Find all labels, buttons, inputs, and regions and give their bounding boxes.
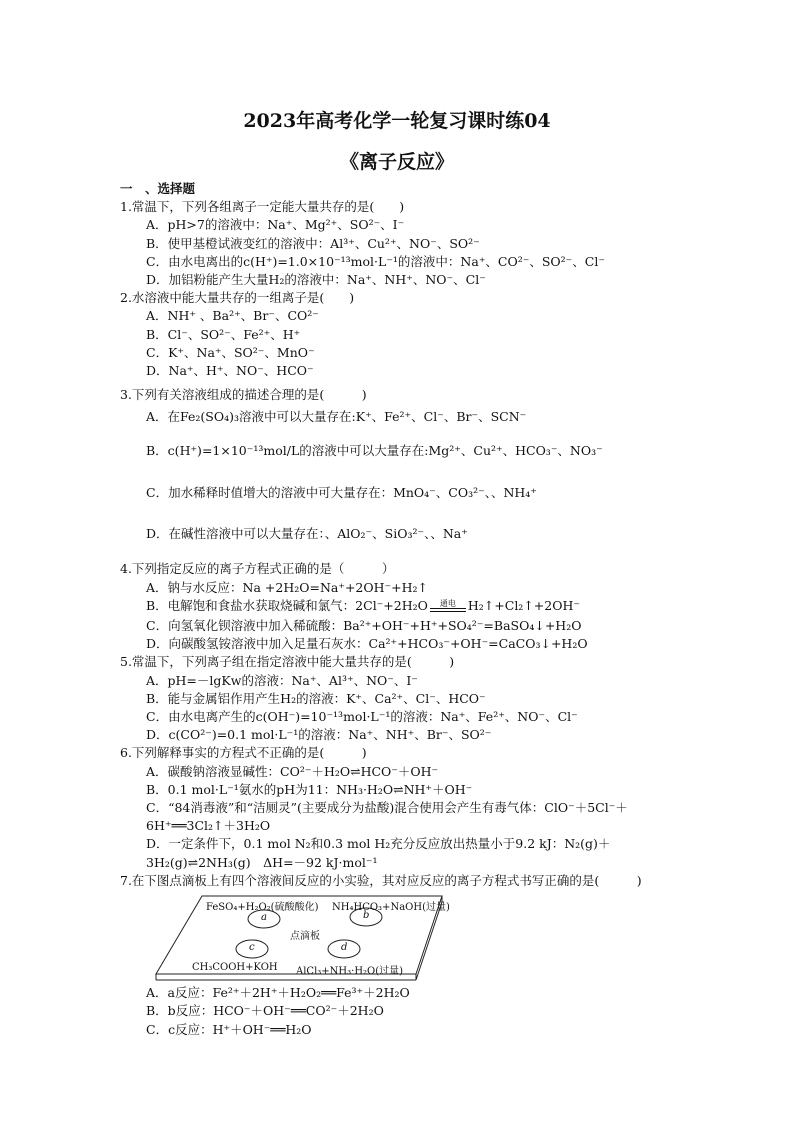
question-3-option-b: B．c(H⁺)=1×10⁻¹³mol/L的溶液中可以大量存在:Mg²⁺、Cu²⁺、HCO₃⁻、NO₃⁻ bbox=[146, 443, 603, 459]
question-1-option-a: A．pH>7的溶液中：Na⁺、Mg²⁺、SO²⁻、I⁻ bbox=[146, 217, 405, 233]
question-2-option-c: C．K⁺、Na⁺、SO²⁻、MnO⁻ bbox=[146, 344, 315, 360]
spot-plate-figure bbox=[154, 892, 450, 982]
well-a-letter: a bbox=[261, 912, 267, 924]
question-4-stem: 4.下列指定反应的离子方程式正确的是（ ） bbox=[120, 561, 395, 577]
question-5-option-a: A．pH=－lgKw的溶液：Na⁺、Al³⁺、NO⁻、I⁻ bbox=[146, 672, 418, 688]
document-body bbox=[120, 180, 710, 1039]
well-d-reagents: AlCl₃+NH₃·H₂O(过量) bbox=[296, 966, 404, 978]
question-6-option-b: B．0.1 mol·L⁻¹氨水的pH为11：NH₃·H₂O⇌NH⁺＋OH⁻ bbox=[146, 781, 473, 797]
question-6-option-c-continued: 6H⁺══3Cl₂↑＋3H₂O bbox=[146, 818, 271, 834]
well-d-letter: d bbox=[341, 942, 348, 954]
question-2-option-d: D．Na⁺、H⁺、NO⁻、HCO⁻ bbox=[146, 363, 314, 379]
question-1-option-c: C．由水电离出的c(H⁺)=1.0×10⁻¹³mol·L⁻¹的溶液中：Na⁺、CO²⁻、SO²⁻、Cl⁻ bbox=[146, 253, 605, 269]
document-subtitle: 《离子反应》 bbox=[339, 151, 454, 173]
question-4-option-b-text: B．电解饱和食盐水获取烧碱和氯气：2Cl⁻+2H₂O bbox=[146, 597, 428, 613]
question-5-stem: 5.常温下，下列离子组在指定溶液中能大量共存的是( ) bbox=[120, 654, 455, 670]
question-1-option-d: D．加铝粉能产生大量H₂的溶液中：Na⁺、NH⁺、NO⁻、Cl⁻ bbox=[146, 272, 486, 288]
question-7-stem: 7.在下图点滴板上有四个溶液间反应的小实验，其对应反应的离子方程式书写正确的是( ) bbox=[120, 872, 642, 888]
well-b-letter: b bbox=[363, 910, 370, 922]
electrolysis-condition bbox=[428, 597, 468, 617]
question-1-option-b: B．使甲基橙试液变红的溶液中：Al³⁺、Cu²⁺、NO⁻、SO²⁻ bbox=[146, 235, 480, 251]
question-2-option-b: B．Cl⁻、SO²⁻、Fe²⁺、H⁺ bbox=[146, 326, 301, 342]
question-4-option-b bbox=[120, 597, 710, 617]
question-6-option-c: C．“84消毒液”和“洁厕灵”(主要成分为盐酸)混合使用会产生有毒气体：ClO⁻＋5Cl⁻＋ bbox=[146, 800, 628, 816]
well-a-reagents: FeSO₄+H₂O₂(硫酸酸化) bbox=[206, 902, 319, 914]
question-3-option-c: C．加水稀释时值增大的溶液中可大量存在：MnO₄⁻、CO₃²⁻、、NH₄⁺ bbox=[146, 485, 537, 501]
question-4-option-c: C．向氢氧化钡溶液中加入稀硫酸：Ba²⁺+OH⁻+H⁺+SO₄²⁻=BaSO₄↓+H₂O bbox=[146, 618, 582, 634]
well-c-reagents: CH₃COOH+KOH bbox=[192, 962, 278, 974]
question-2-stem: 2.水溶液中能大量共存的一组离子是( ) bbox=[120, 290, 355, 306]
question-4-option-a: A．钠与水反应：Na +2H₂O=Na⁺+2OH⁻+H₂↑ bbox=[146, 579, 428, 595]
question-6-option-d-continued: 3H₂(g)⇌2NH₃(g) ΔH=－92 kJ·mol⁻¹ bbox=[146, 854, 378, 870]
well-c-letter: c bbox=[249, 942, 255, 954]
question-5-option-b: B．能与金属铝作用产生H₂的溶液：K⁺、Ca²⁺、Cl⁻、HCO⁻ bbox=[146, 690, 486, 706]
question-2-option-a: A．NH⁺ 、Ba²⁺、Br⁻、CO²⁻ bbox=[146, 308, 319, 324]
well-b-reagents: NH₄HCO₃+NaOH(过量) bbox=[332, 902, 450, 914]
question-6-option-d: D．一定条件下，0.1 mol N₂和0.3 mol H₂充分反应放出热量小于9.2 kJ：N₂(g)＋ bbox=[146, 836, 611, 852]
question-5-option-c: C．由水电离产生的c(OH⁻)=10⁻¹³mol·L⁻¹的溶液：Na⁺、Fe²⁺、NO⁻、Cl⁻ bbox=[146, 709, 578, 725]
spot-plate-label: 点滴板 bbox=[290, 931, 320, 943]
question-3-stem: 3.下列有关溶液组成的描述合理的是( ) bbox=[120, 387, 367, 403]
question-1-stem: 1.常温下，下列各组离子一定能大量共存的是( ) bbox=[120, 199, 405, 215]
question-7-option-b: B．b反应：HCO⁻＋OH⁻══CO²⁻＋2H₂O bbox=[146, 1003, 384, 1019]
question-4-option-d: D．向碳酸氢铵溶液中加入足量石灰水：Ca²⁺+HCO₃⁻+OH⁻=CaCO₃↓+H₂O bbox=[146, 636, 588, 652]
equals-bar-icon bbox=[430, 608, 466, 612]
section-heading: 一 、选择题 bbox=[120, 181, 196, 196]
question-7-option-c: C．c反应：H⁺＋OH⁻══H₂O bbox=[146, 1021, 312, 1037]
question-6-option-a: A．碳酸钠溶液显碱性：CO²⁻＋H₂O⇌HCO⁻＋OH⁻ bbox=[146, 763, 439, 779]
electrolysis-label: 通电 bbox=[439, 598, 456, 608]
question-4-option-b-products: H₂↑+Cl₂↑+2OH⁻ bbox=[467, 597, 580, 613]
question-3-option-d: D．在碱性溶液中可以大量存在：、AlO₂⁻、SiO₃²⁻、、Na⁺ bbox=[146, 526, 468, 542]
question-5-option-d: D．c(CO²⁻)=0.1 mol·L⁻¹的溶液：Na⁺、NH⁺、Br⁻、SO²⁻ bbox=[146, 727, 492, 743]
question-7-option-a: A．a反应：Fe²⁺＋2H⁺＋H₂O₂══Fe³⁺＋2H₂O bbox=[146, 985, 410, 1001]
document-title: 2023年高考化学一轮复习课时练04 bbox=[243, 110, 551, 132]
question-3-option-a: A．在Fe₂(SO₄)₃溶液中可以大量存在:K⁺、Fe²⁺、Cl⁻、Br⁻、SCN⁻ bbox=[146, 409, 527, 425]
question-6-stem: 6.下列解释事实的方程式不正确的是( ) bbox=[120, 745, 367, 761]
